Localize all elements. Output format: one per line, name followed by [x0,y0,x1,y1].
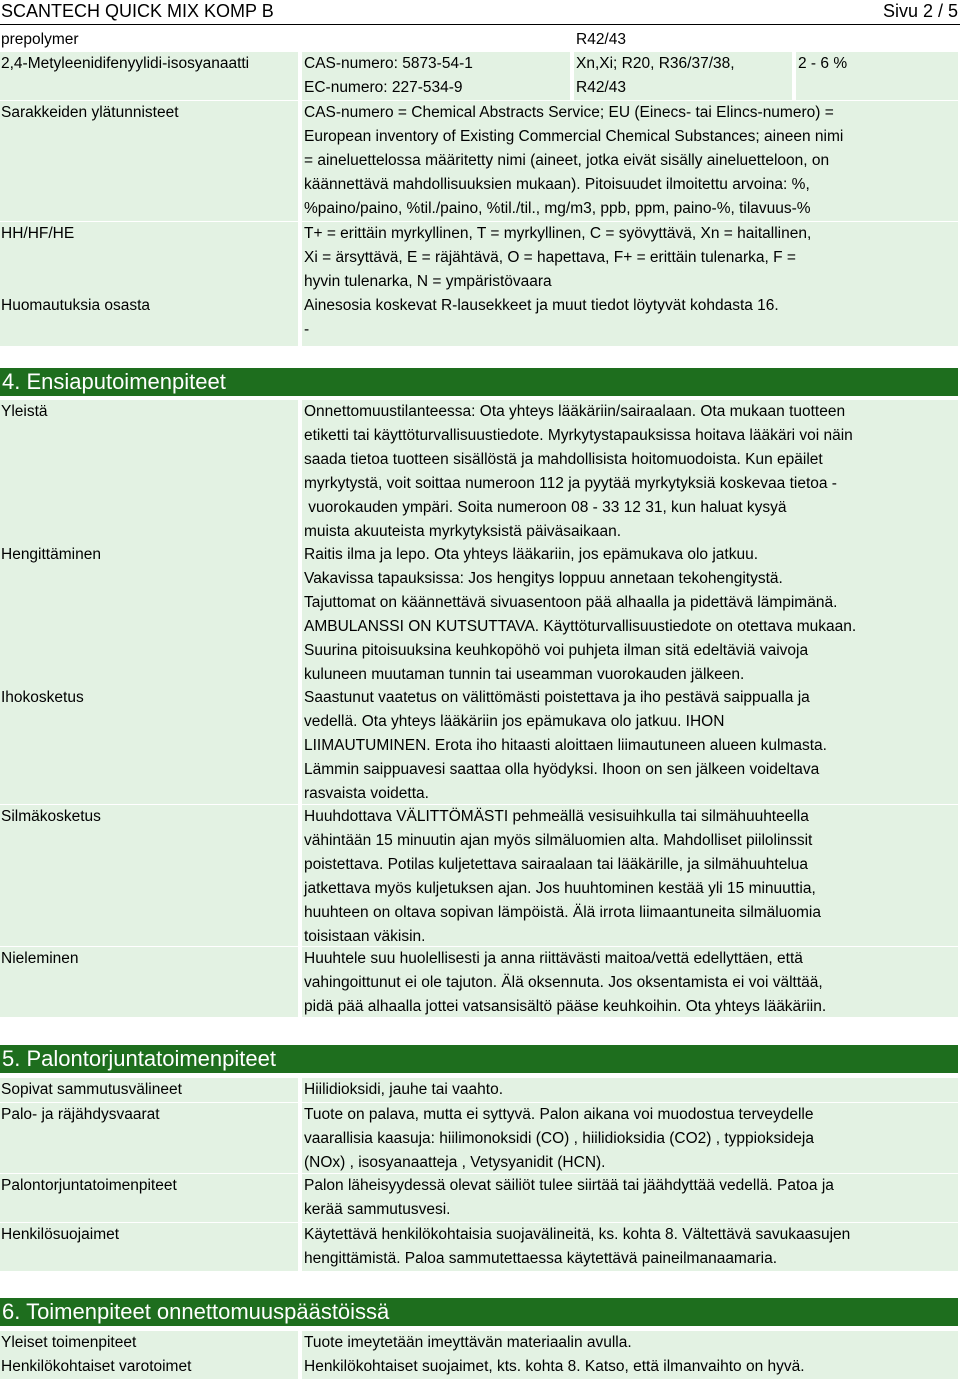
section-6-value-personal [302,1355,958,1379]
component-ids-cell [302,52,570,100]
section-4-value-inhalation [302,543,958,686]
row-text: Huuhtele suu huolellisesti ja anna riittävästi maitoa/vettä edellyttäen, että vahingoittunut ei ole tajuton. Älä oksennuta. Jos oksentamista ei voi välttää, pidä pää alhaalla jottei vatsansisältö pääse keuhkoihin. Ota yhteys lääkäriin. [304,950,827,1015]
row-text: Tuote on palava, mutta ei syttyvä. Palon aikana voi muodostua terveydelle vaarallisia kaasuja: hiilimonoksidi (CO) , hiilidioksidia (CO2) , typpioksideja (NOx) , isosyanaatteja , Vetysyanidit (HCN). [304,1106,814,1171]
notes-label-remarks [0,294,298,346]
cas-number: CAS-numero: 5873-54-1 [304,55,473,72]
notes-value-remarks [302,294,958,346]
row-text: Henkilökohtaiset suojaimet, kts. kohta 8. Katso, että ilmanvaihto on hyvä. [304,1358,805,1375]
section-4-value-eyes [302,805,958,946]
section-4-label-general [0,400,298,543]
component-name-cell [0,52,298,100]
section-5-value-firefighting [302,1174,958,1222]
row-label: Nieleminen [1,950,79,967]
section-5-value-protective [302,1223,958,1271]
row-label: Silmäkosketus [1,808,101,825]
section-5-label-firefighting [0,1174,298,1222]
row-text: T+ = erittäin myrkyllinen, T = myrkyllinen, C = syövyttävä, Xn = haitallinen, Xi = ärsyttävä, E = räjähtävä, O = hapettava, F+ = erittäin tulenarka, F = hyvin tulenarka, N = ympäristövaara [304,225,812,290]
prepolymer-class: R42/43 [576,31,626,48]
component-percent-cell [796,52,958,100]
section-4-value-ingestion [302,947,958,1017]
section-5-label-protective [0,1223,298,1271]
row-text: Ainesosia koskevat R-lausekkeet ja muut tiedot löytyvät kohdasta 16. - [304,297,779,338]
section-4-label-eyes [0,805,298,946]
page-number: Sivu 2 / 5 [882,1,958,21]
component-classes-line1: Xn,Xi; R20, R36/37/38, [576,55,735,72]
section-4-value-skin [302,686,958,804]
notes-value-hazard-symbols [302,222,958,294]
section-4-heading: 4. Ensiaputoimenpiteet [0,368,958,396]
component-classes-line2: R42/43 [576,79,626,96]
section-4-label-ingestion [0,947,298,1017]
component-class-cell [574,52,792,100]
component-name: 2,4-Metyleenidifenyylidi-isosyanaatti [1,55,250,72]
prepolymer-name: prepolymer [1,31,79,48]
section-6-value-general [302,1331,958,1355]
row-label: Sopivat sammutusvälineet [1,1081,182,1098]
document-title: SCANTECH QUICK MIX KOMP B [1,1,274,21]
section-4-value-general [302,400,958,543]
row-label: Hengittäminen [1,546,101,563]
section-5-value-hazards [302,1103,958,1173]
section-5-value-extinguishing [302,1078,958,1102]
row-text: CAS-numero = Chemical Abstracts Service; EU (Einecs- tai Elincs-numero) = European inventory of Existing Commercial Chemical Substances; aineen nimi = aineluettelossa määritetty nimi (aineet, jotka eivät sisälly aineluetteloon, on käännettävä mahdollisuuksien mukaan). Pitoisuudet ilmoitettu arvoina: %, %paino/paino, %til./paino, %til./til., mg/m3, ppb, ppm, paino-%, tilavuus-% [304,104,844,217]
notes-label-hazard-symbols [0,222,298,294]
notes-label-headers [0,101,298,221]
ec-number: EC-numero: 227-534-9 [304,79,463,96]
section-6-label-general [0,1331,298,1355]
row-text: Käytettävä henkilökohtaisia suojavälineitä, ks. kohta 8. Vältettävä savukaasujen hengittämistä. Paloa sammutettaessa käytettävä paineilmanaamaria. [304,1226,851,1267]
row-label: Huomautuksia osasta [1,297,151,314]
row-text: Raitis ilma ja lepo. Ota yhteys lääkariin, jos epämukava olo jatkuu. Vakavissa tapauksissa: Jos hengitys loppuu annetaan tekohengitystä. Tajuttomat on käännettävä sivuasentoon pää alhaalla ja pidettävä lämpimänä. AMBULANSSI ON KUTSUTTAVA. Käyttöturvallisuustiedote on otettava mukaan. Suurina pitoisuuksina keuhkopöhö voi puhjeta ilman sitä edeltäviä vaivoja kuluneen muutaman tunnin tai useamman vuorokauden jälkeen. [304,546,857,683]
section-4-label-inhalation [0,543,298,686]
row-text: Saastunut vaatetus on välittömästi poistettava ja iho pestävä saippualla ja vedellä. Ota yhteys lääkäriin jos epämukava olo jatkuu. IHON LIIMAUTUMINEN. Erota iho hitaasti aloittaen liimautuneen alueen kulmasta. Lämmin saippuavesi saattaa olla hyödyksi. Ihoon on sen jälkeen voideltava rasvaista voidetta. [304,689,827,802]
row-label: Ihokosketus [1,689,84,706]
row-label: Palo- ja räjähdysvaarat [1,1106,160,1123]
row-label: Sarakkeiden ylätunnisteet [1,104,179,121]
row-text: Palon läheisyydessä olevat säiliöt tulee siirtää tai jäähdyttää vedellä. Patoa ja kerää sammutusvesi. [304,1177,834,1218]
section-5-heading: 5. Palontorjuntatoimenpiteet [0,1045,958,1073]
row-text: Onnettomuustilanteessa: Ota yhteys lääkäriin/sairaalaan. Ota mukaan tuotteen etiketti tai käyttöturvallisuustiedote. Myrkytystapauksissa hoitava lääkäri voi näin saada tietoa tuotteen sisällöstä ja mahdollisista hoitomuodoista. Kun epäilet myrkytystä, voit soittaa numeroon 112 ja pyytää myrkytyksiä koskevaa tietoa - vuorokauden ympäri. Soita numeroon 08 - 33 12 31, kun haluat kysyä muista akuuteista myrkytyksistä päiväsaikaan. [304,403,853,540]
row-text: Tuote imeytetään imeyttävän materiaalin avulla. [304,1334,632,1351]
section-6-label-personal [0,1355,298,1379]
row-label: HH/HF/HE [1,225,75,242]
row-label: Yleistä [1,403,48,420]
section-4-label-skin [0,686,298,804]
row-label: Yleiset toimenpiteet [1,1334,137,1351]
section-5-label-hazards [0,1103,298,1173]
section-6-heading: 6. Toimenpiteet onnettomuuspäästöissä [0,1298,958,1326]
page-header [0,0,960,25]
row-label: Henkilökohtaiset varotoimet [1,1358,192,1375]
notes-value-headers [302,101,958,221]
section-5-label-extinguishing [0,1078,298,1102]
row-text: Huuhdottava VÄLITTÖMÄSTI pehmeällä vesisuihkulla tai silmähuuhteella vähintään 15 minuutin ajan myös silmäluomien alta. Mahdolliset piilolinssit poistettava. Potilas kuljetettava sairaalaan tai lääkärille, ja silmähuuhtelua jatkettava myös kuljetuksen ajan. Jos huuhtominen kestää yli 15 minuuttia, huuhteen on oltava sopivan lämpöistä. Älä irrota liimaantuneita silmäluomia toisistaan väkisin. [304,808,821,945]
row-text: Hiilidioksidi, jauhe tai vaahto. [304,1081,504,1098]
component-percent: 2 - 6 % [798,55,848,72]
row-label: Henkilösuojaimet [1,1226,120,1243]
row-label: Palontorjuntatoimenpiteet [1,1177,177,1194]
